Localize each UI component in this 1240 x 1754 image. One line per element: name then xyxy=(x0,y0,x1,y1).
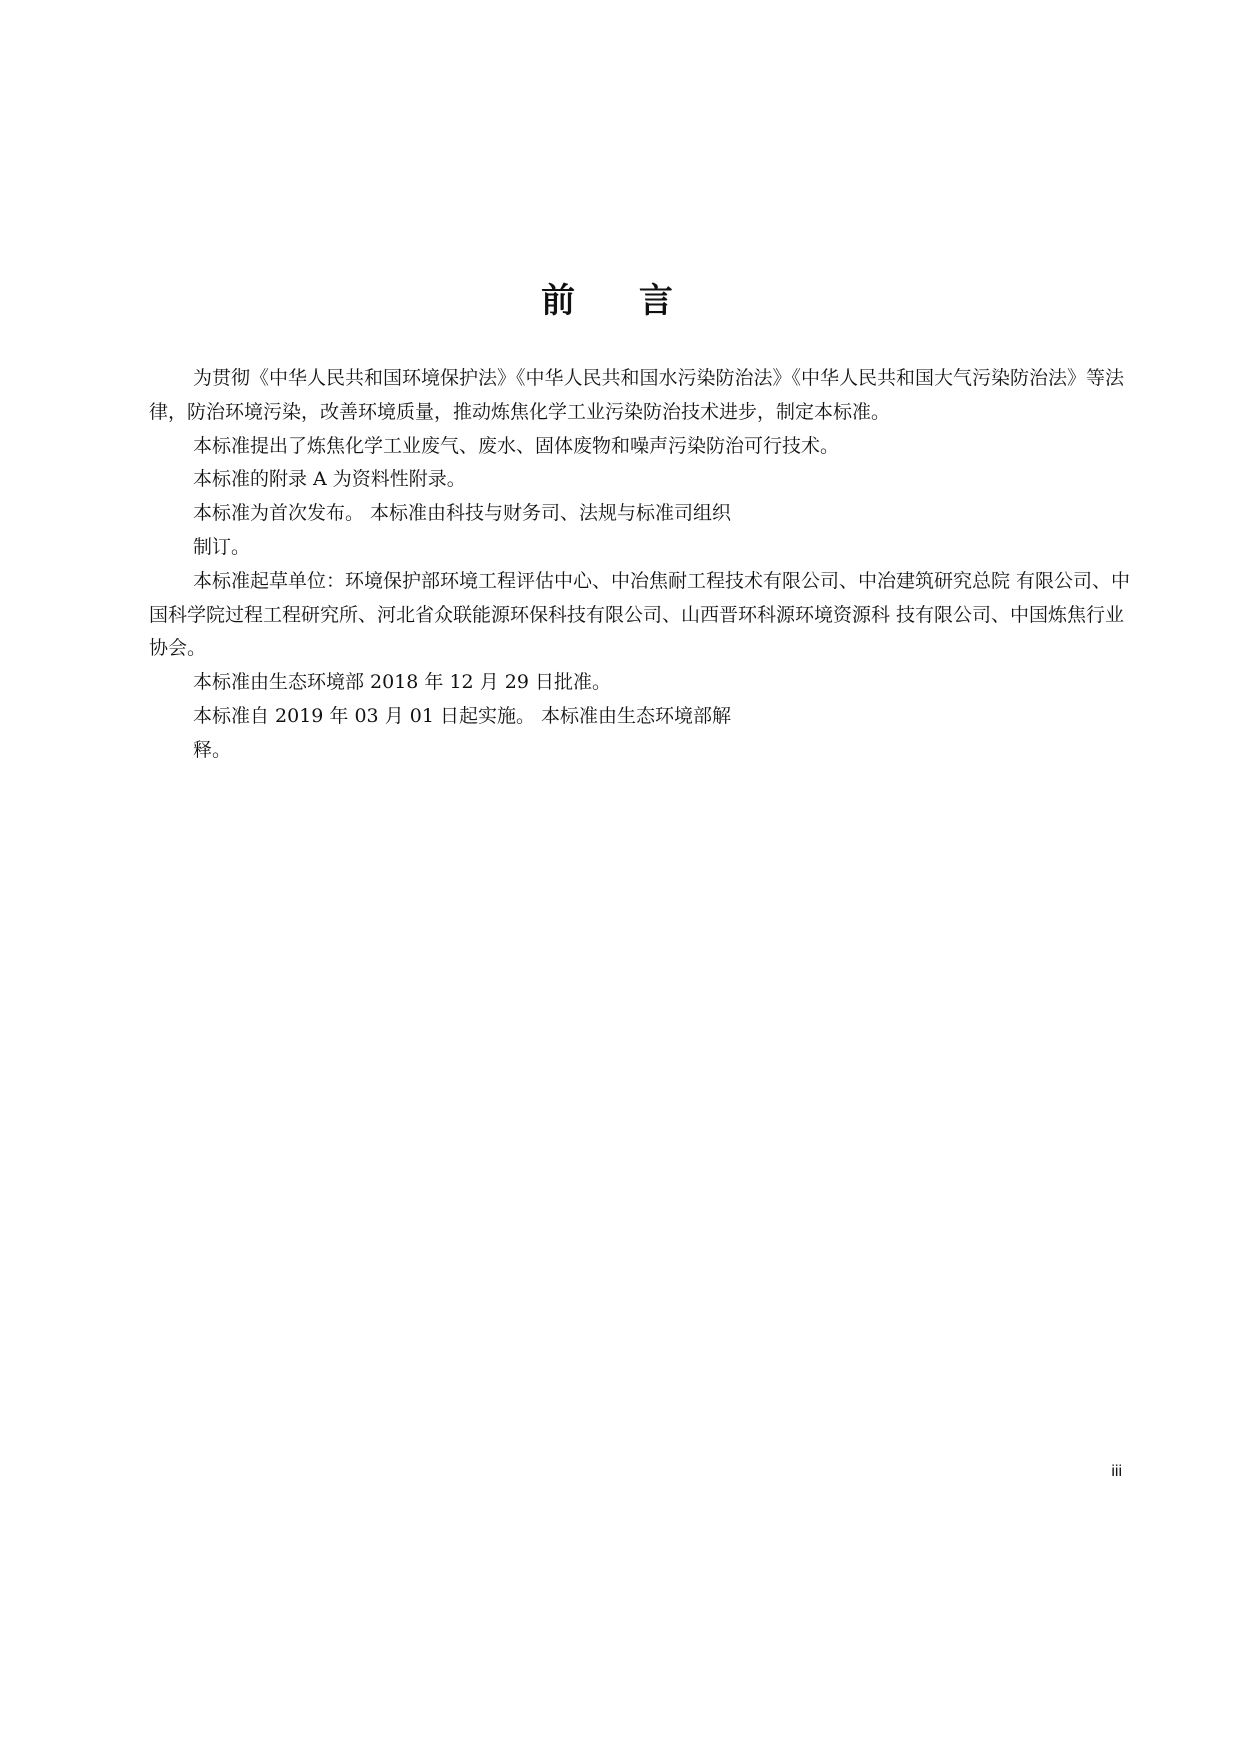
implementation-line-2: 释。 xyxy=(193,738,232,761)
publication-line-2: 制订。 xyxy=(193,535,251,558)
purpose-paragraph: 为贯彻《中华人民共和国环境保护法》《中华人民共和国水污染防治法》《中华人民共和国大气污染防治法》等法律，防治环境污染，改善环境质量，推动炼焦化学工业污染防治技术进步，制定本标准。 xyxy=(149,367,1125,423)
approval-line: 本标准由生态环境部 2018 年 12 月 29 日批准。 xyxy=(193,671,611,694)
scope-paragraph: 本标准提出了炼焦化学工业废气、废水、固体废物和噪声污染防治可行技术。 xyxy=(193,434,840,457)
implementation-line-1: 本标准自 2019 年 03 月 01 日起实施。 本标准由生态环境部解 xyxy=(193,704,731,727)
drafting-units-paragraph: 本标准起草单位：环境保护部环境工程评估中心、中冶焦耐工程技术有限公司、中冶建筑研究总院 有限公司、中国科学院过程工程研究所、河北省众联能源环保科技有限公司、山西晋环科源环境资源科 技有限公司、中国炼焦行业协会。 xyxy=(149,569,1131,660)
appendix-paragraph: 本标准的附录 A 为资料性附录。 xyxy=(193,468,466,491)
publication-line-1: 本标准为首次发布。 本标准由科技与财务司、法规与标准司组织 xyxy=(193,502,732,525)
foreword-content xyxy=(149,362,1135,768)
page-title: 前 言 xyxy=(541,280,699,321)
page-number: iii xyxy=(1111,1463,1122,1480)
